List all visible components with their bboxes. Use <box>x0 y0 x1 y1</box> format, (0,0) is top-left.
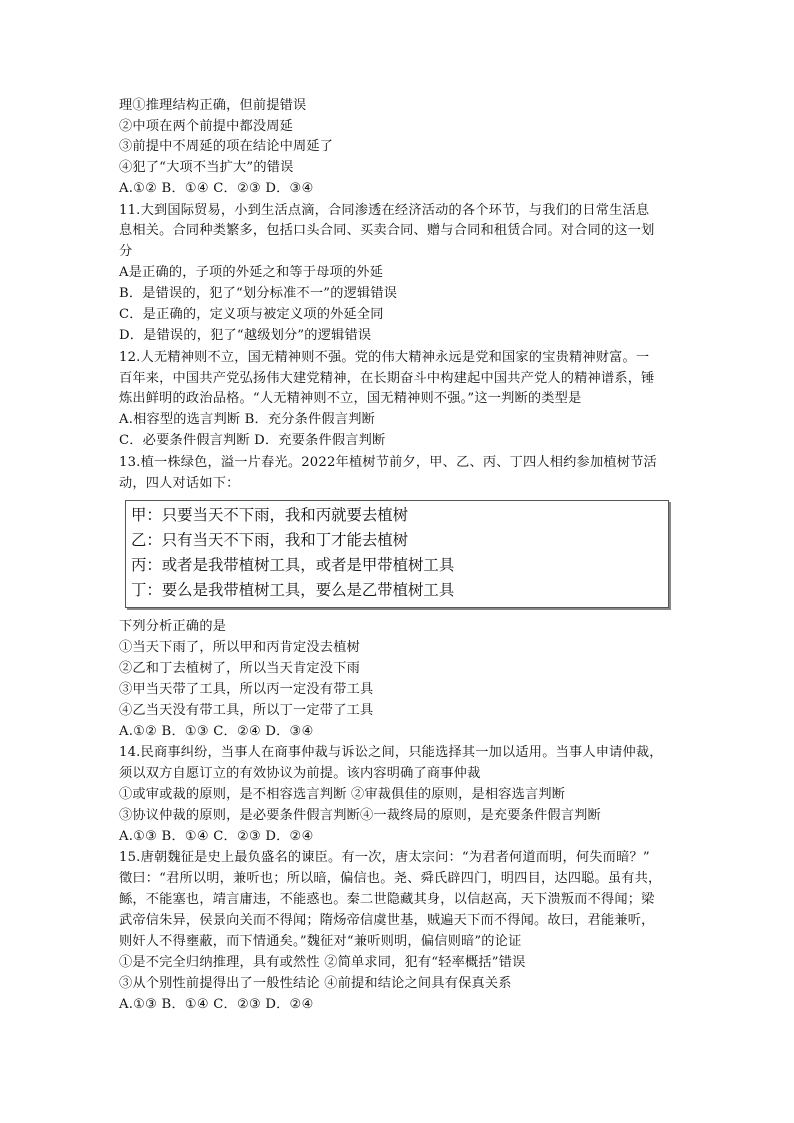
text-line: 炼出鲜明的政治品格。“人无精神则不立，国无精神则不强。”这一判断的类型是 <box>119 391 582 406</box>
answer-options: A.相容型的选言判断 B．充分条件假言判断 <box>119 412 375 427</box>
question-12: 12.人无精神则不立，国无精神则不强。党的伟大精神永远是党和国家的宝贵精神财富。一 <box>119 350 650 365</box>
text-line: 鲧，不能塞也，靖言庸违，不能惑也。秦二世隐藏其身，以信赵高，天下溃叛而不得闻；梁 <box>119 892 655 907</box>
text-line: ④犯了“大项不当扩大”的错误 <box>119 160 294 175</box>
option-d: D．是错误的，犯了“越级划分”的逻辑错误 <box>119 328 372 343</box>
text-line: 百年来，中国共产党弘扬伟大建党精神，在长期奋斗中构建起中国共产党人的精神谱系，锤 <box>119 371 655 386</box>
answer-options: A.①② B．①③ C．②④ D．③④ <box>119 724 314 739</box>
text-line: ③甲当天带了工具，所以丙一定没有带工具 <box>119 682 374 697</box>
answer-options: A.①③ B．①④ C．②③ D．②④ <box>119 997 314 1012</box>
option-a: A是正确的，子项的外延之和等于母项的外延 <box>119 265 384 280</box>
option-b: B．是错误的，犯了“划分标准不一”的逻辑错误 <box>119 286 398 301</box>
text-line: ③从个别性前提得出了一般性结论 ④前提和结论之间具有保真关系 <box>119 976 512 991</box>
answer-options: A.①③ B．①④ C．②③ D．②④ <box>119 829 314 844</box>
text-line: ③前提中不周延的项在结论中周延了 <box>119 139 334 154</box>
dialogue-line-yi: 乙：只有当天不下雨，我和丁才能去植树 <box>131 531 409 549</box>
dialogue-line-jia: 甲：只要当天不下雨，我和丙就要去植树 <box>131 506 409 524</box>
answer-options: A.①② B．①④ C．②③ D．③④ <box>119 181 314 196</box>
option-c: C．是正确的，定义项与被定义项的外延全同 <box>119 307 384 322</box>
answer-options: C．必要条件假言判断 D．充要条件假言判断 <box>119 433 386 448</box>
text-line: ①或审或裁的原则，是不相容选言判断 ②审裁俱佳的原则，是相容选言判断 <box>119 787 566 802</box>
dialogue-line-ding: 丁：要么是我带植树工具，要么是乙带植树工具 <box>131 581 455 599</box>
text-line: ②中项在两个前提中都没周延 <box>119 119 294 134</box>
question-11: 11.大到国际贸易，小到生活点滴，合同渗透在经济活动的各个环节，与我们的日常生活息 <box>119 203 650 218</box>
text-line: 动，四人对话如下： <box>119 476 240 491</box>
text-line: ④乙当天没有带工具，所以丁一定带了工具 <box>119 703 374 718</box>
dialogue-line-bing: 丙：或者是我带植树工具，或者是甲带植树工具 <box>131 556 455 574</box>
dialogue-box <box>125 500 669 608</box>
text-line: 则奸人不得壅蔽，而下情通矣。”魏征对“兼听则明，偏信则暗”的论证 <box>119 934 522 949</box>
text-line: ②乙和丁去植树了，所以当天肯定没下雨 <box>119 661 360 676</box>
question-14: 14.民商事纠纷，当事人在商事仲裁与诉讼之间，只能选择其一加以适用。当事人申请仲裁， <box>119 745 663 760</box>
text-line: ①当天下雨了，所以甲和丙肯定没去植树 <box>119 640 360 655</box>
question-15: 15.唐朝魏征是史上最负盛名的谏臣。有一次，唐太宗问：“为君者何道而明，何失而暗？” <box>119 850 650 865</box>
text-line: 息相关。合同种类繁多，包括口头合同、买卖合同、赠与合同和租赁合同。对合同的这一划 <box>119 223 655 238</box>
text-line: 徵曰：“君所以明，兼听也；所以暗，偏信也。尧、舜氏辟四门，明四目，达四聪。虽有共， <box>119 871 662 886</box>
question-13: 13.植一株绿色，溢一片春光。2022年植树节前夕，甲、乙、丙、丁四人相约参加植树节活 <box>119 455 657 470</box>
text-line: 武帝信朱异，侯景向关而不得闻；隋炀帝信虞世基，贼遍天下而不得闻。故曰，君能兼听， <box>119 913 655 928</box>
text-line: ①是不完全归纳推理，具有或然性 ②简单求同，犯有“轻率概括”错误 <box>119 955 526 970</box>
text-line: 下列分析正确的是 <box>119 619 227 634</box>
text-line: 分 <box>119 244 133 259</box>
text-line: 须以双方自愿订立的有效协议为前提。该内容明确了商事仲裁 <box>119 766 481 781</box>
text-line: ③协议仲裁的原则，是必要条件假言判断④一裁终局的原则，是充要条件假言判断 <box>119 808 601 823</box>
text-line: 理①推理结构正确，但前提错误 <box>119 98 307 113</box>
